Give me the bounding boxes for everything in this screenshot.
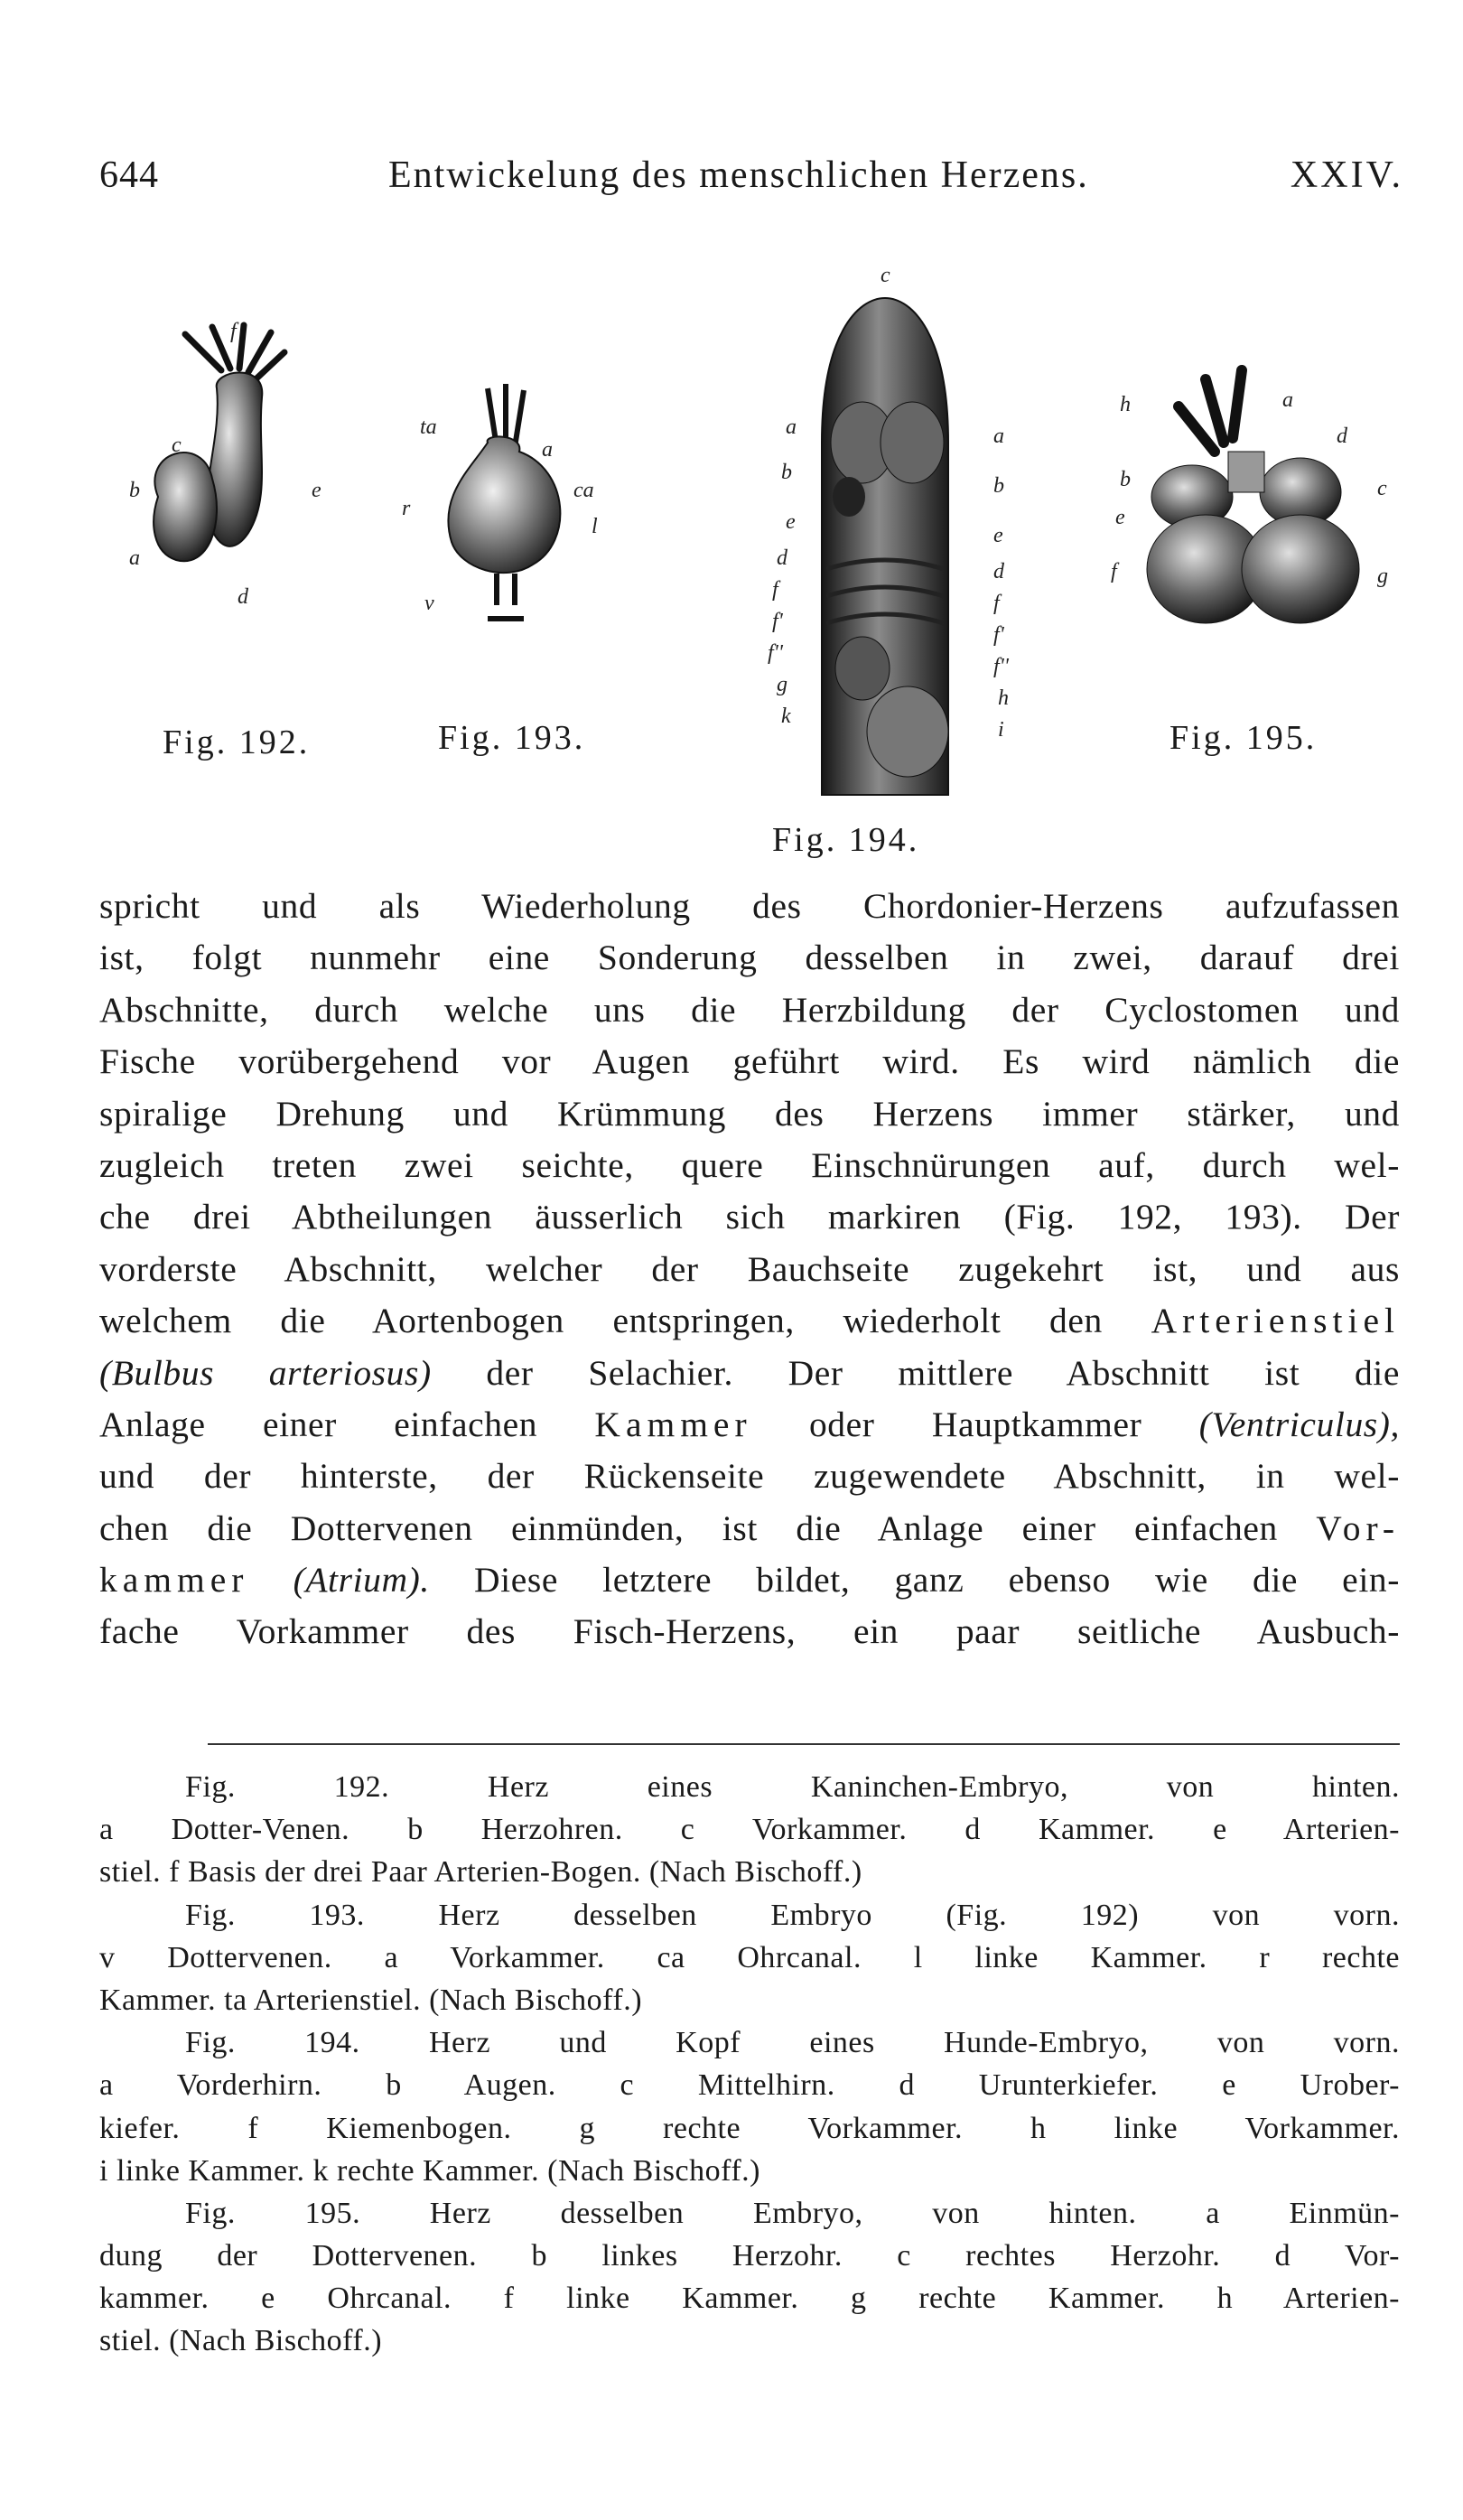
caption-line: Fig. 195. Herz desselben Embryo, von hinten. a Einmün-: [185, 2196, 1400, 2230]
fig194-label-d-right: d: [993, 560, 1004, 583]
body-text-segment: chen die Dottervenen einmünden, ist die Anlage einer einfachen: [99, 1507, 1278, 1548]
body-line: [99, 1503, 1400, 1554]
figure-captions: [99, 1766, 1400, 2363]
fig194-label-f3-left: f'': [768, 641, 783, 665]
fig194-label-e-left: e: [786, 510, 796, 534]
fig193-label-a: a: [542, 438, 553, 462]
fig193-caption: Fig. 193.: [438, 719, 586, 757]
body-line: zugleich treten zwei seichte, quere Einschnürungen auf, durch wel-: [99, 1144, 1400, 1185]
fig195-label-d: d: [1337, 425, 1347, 448]
caption-line: a Vorderhirn. b Augen. c Mittelhirn. d Urunterkiefer. e Urober-: [99, 2068, 1400, 2103]
fig192-caption: Fig. 192.: [163, 723, 311, 761]
fig192-label-f: f: [230, 320, 237, 343]
caption-line: a Dotter-Venen. b Herzohren. c Vorkammer. d Kammer. e Arterien-: [99, 1813, 1400, 1847]
fig194-label-h: h: [998, 686, 1009, 710]
caption-line: i linke Kammer. k rechte Kammer. (Nach Bischoff.): [99, 2153, 760, 2188]
fig194-label-b-right: b: [993, 474, 1004, 498]
latin-atrium: (Atrium).: [293, 1560, 430, 1601]
fig192-label-e: e: [312, 479, 321, 502]
body-text-segment: Anlage einer einfachen: [99, 1404, 538, 1444]
fig192-label-c: c: [172, 434, 182, 457]
body-line: spricht und als Wiederholung des Chordonier-Herzens aufzufassen: [99, 886, 1400, 926]
caption-line: Kammer. ta Arterienstiel. (Nach Bischoff.): [99, 1983, 643, 2017]
caption-line: v Dottervenen. a Vorkammer. ca Ohrcanal. l linke Kammer. r rechte: [99, 1940, 1400, 1974]
fig194-label-f2-left: f': [772, 610, 783, 633]
term-vor: Vor-: [1316, 1507, 1400, 1548]
fig195-label-e: e: [1115, 506, 1125, 529]
fig195-caption: Fig. 195.: [1169, 719, 1318, 757]
fig193-illustration: [397, 370, 614, 668]
fig194-caption: Fig. 194.: [772, 821, 920, 859]
fig194-label-f2-right: f': [993, 623, 1004, 647]
term-kammer-2: kammer: [99, 1560, 249, 1601]
body-line: und der hinterste, der Rückenseite zugewendete Abschnitt, in wel-: [99, 1456, 1400, 1497]
body-line: Fische vorübergehend vor Augen geführt wird. Es wird nämlich die: [99, 1041, 1400, 1082]
caption-line: dung der Dottervenen. b linkes Herzohr. c rechtes Herzohr. d Vor-: [99, 2239, 1400, 2273]
chapter-number: XXIV.: [1290, 154, 1403, 196]
fig194-label-k: k: [781, 705, 791, 728]
body-line: vorderste Abschnitt, welcher der Bauchseite zugekehrt ist, und aus: [99, 1248, 1400, 1289]
body-line: che drei Abtheilungen äusserlich sich markiren (Fig. 192, 193). Der: [99, 1197, 1400, 1237]
body-line: [99, 1348, 1400, 1399]
fig194-label-e-right: e: [993, 524, 1003, 547]
body-line: [99, 1554, 1400, 1606]
latin-ventriculus: (Ventriculus),: [1198, 1404, 1401, 1444]
caption-line: Fig. 192. Herz eines Kaninchen-Embryo, von hinten.: [185, 1770, 1400, 1804]
fig192-label-d: d: [238, 585, 248, 609]
body-line: Abschnitte, durch welche uns die Herzbildung der Cyclostomen und: [99, 989, 1400, 1030]
fig193-label-ca: ca: [573, 479, 594, 502]
fig194-label-g: g: [777, 673, 787, 696]
body-text-segment: der Selachier. Der mittlere Abschnitt ist die: [486, 1352, 1400, 1393]
fig195-label-c: c: [1377, 477, 1387, 500]
footnote-divider: [208, 1743, 1400, 1745]
caption-line: Fig. 194. Herz und Kopf eines Hunde-Embryo, von vorn.: [185, 2026, 1400, 2060]
fig195-label-g: g: [1377, 565, 1388, 588]
fig193-label-r: r: [402, 497, 411, 520]
fig194-label-a-left: a: [786, 415, 797, 439]
fig194-label-d-left: d: [777, 546, 787, 570]
fig194-illustration: [695, 262, 1075, 804]
fig193-label-v: v: [424, 592, 434, 615]
caption-line: kiefer. f Kiemenbogen. g rechte Vorkammer. h linke Vorkammer.: [99, 2111, 1400, 2145]
latin-bulbus-arteriosus: (Bulbus arteriosus): [99, 1352, 432, 1393]
body-text-segment: welchem die Aortenbogen entspringen, wiederholt den: [99, 1301, 1103, 1341]
body-text-segment: oder Hauptkammer: [808, 1404, 1142, 1444]
fig194-label-a-right: a: [993, 425, 1004, 448]
caption-line: kammer. e Ohrcanal. f linke Kammer. g rechte Kammer. h Arterien-: [99, 2282, 1400, 2316]
body-paragraph: [99, 881, 1400, 1658]
running-title: Entwickelung des menschlichen Herzens.: [388, 154, 1089, 196]
fig193-label-l: l: [592, 515, 598, 538]
body-text-segment: Diese letztere bildet, ganz ebenso wie die ein-: [474, 1560, 1400, 1601]
body-line: [99, 1295, 1400, 1347]
fig195-label-f: f: [1111, 560, 1117, 583]
figure-plate: [99, 235, 1409, 885]
fig192-label-b: b: [129, 479, 140, 502]
fig194-label-b-left: b: [781, 461, 792, 484]
caption-line: stiel. (Nach Bischoff.): [99, 2324, 383, 2358]
fig195-illustration: [1106, 343, 1395, 668]
caption-line: stiel. f Basis der drei Paar Arterien-Bogen. (Nach Bischoff.): [99, 1855, 862, 1890]
caption-line: Fig. 193. Herz desselben Embryo (Fig. 192) von vorn.: [185, 1898, 1400, 1932]
fig195-label-b: b: [1120, 468, 1131, 491]
fig194-label-c: c: [881, 264, 890, 287]
fig193-label-ta: ta: [420, 415, 437, 439]
fig195-label-h: h: [1120, 393, 1131, 416]
term-arterienstiel: Arterienstiel: [1151, 1301, 1400, 1341]
fig192-label-a: a: [129, 546, 140, 570]
fig194-label-f-right: f: [993, 592, 1000, 615]
body-line: spiralige Drehung und Krümmung des Herzens immer stärker, und: [99, 1093, 1400, 1134]
body-line: ist, folgt nunmehr eine Sonderung desselben in zwei, darauf drei: [99, 938, 1400, 978]
body-line: fache Vorkammer des Fisch-Herzens, ein paar seitliche Ausbuch-: [99, 1611, 1400, 1652]
body-line: [99, 1399, 1400, 1451]
fig194-label-f-left: f: [772, 578, 778, 602]
running-header: [99, 154, 1409, 208]
term-kammer: Kammer: [594, 1404, 752, 1444]
fig194-label-i: i: [998, 718, 1004, 742]
page-number: 644: [99, 154, 159, 196]
fig195-label-a: a: [1282, 388, 1293, 412]
fig192-illustration: [122, 316, 330, 614]
fig194-label-f3-right: f'': [993, 655, 1009, 678]
